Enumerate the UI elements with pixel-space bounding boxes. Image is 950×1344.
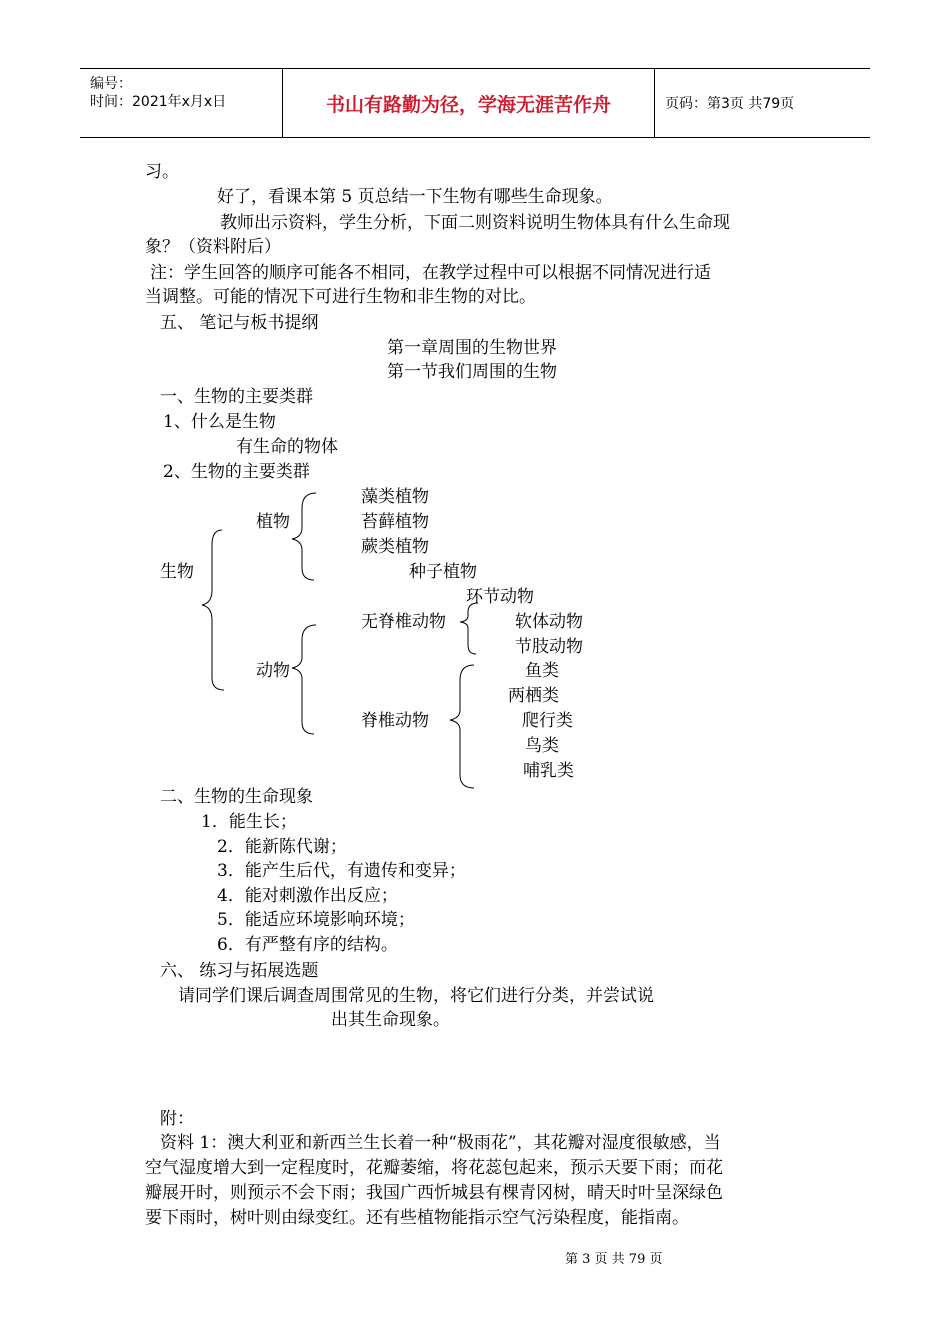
header-motto: 书山有路勤为径，学海无涯苦作舟 <box>283 69 655 137</box>
tree-vertebrates: 脊椎动物 <box>361 711 429 731</box>
outline-item: 有生命的物体 <box>236 437 338 457</box>
appendix-line: 资料 1：澳大利亚和新西兰生长着一种“极雨花”，其花瓣对湿度很敏感，当 <box>160 1133 721 1153</box>
header-page-label: 页码：第3页 共79页 <box>665 96 795 112</box>
list-item: 6．有严整有序的结构。 <box>217 935 398 955</box>
note-line: 当调整。可能的情况下可进行生物和非生物的对比。 <box>145 287 536 307</box>
tree-leaf: 苔藓植物 <box>361 512 429 532</box>
time-label: 时间：2021年x月x日 <box>90 94 227 110</box>
chapter-title: 第一章周围的生物世界 <box>387 338 557 358</box>
section-heading: 五、 笔记与板书提纲 <box>160 313 319 333</box>
section-title: 第一节我们周围的生物 <box>387 362 557 382</box>
tree-animals: 动物 <box>256 661 290 681</box>
tree-invertebrates: 无脊椎动物 <box>361 612 446 632</box>
tree-leaf: 种子植物 <box>409 562 477 582</box>
tree-leaf: 节肢动物 <box>515 637 583 657</box>
appendix-line: 瓣展开时，则预示不会下雨；我国广西忻城县有棵青冈树，晴天时叶呈深绿色 <box>145 1183 723 1203</box>
outline-heading: 二、生物的生命现象 <box>160 787 313 807</box>
text-line: 好了，看课本第 5 页总结一下生物有哪些生命现象。 <box>217 187 613 207</box>
tree-plants: 植物 <box>256 512 290 532</box>
text-line: 教师出示资料，学生分析，下面二则资料说明生物体具有什么生命现 <box>220 213 730 233</box>
animal-brace <box>292 625 316 734</box>
section-heading: 六、 练习与拓展选题 <box>160 961 319 981</box>
tree-root: 生物 <box>160 562 194 582</box>
list-item: 1．能生长； <box>201 812 297 832</box>
outline-heading: 一、生物的主要类群 <box>160 387 313 407</box>
tree-leaf: 鸟类 <box>525 736 559 756</box>
plant-brace <box>292 493 316 580</box>
tree-leaf: 哺乳类 <box>523 761 574 781</box>
tree-leaf: 蕨类植物 <box>361 537 429 557</box>
text-line: 象？（资料附后） <box>145 237 281 257</box>
root-brace <box>202 530 224 690</box>
appendix-line: 要下雨时，树叶则由绿变红。还有些植物能指示空气污染程度，能指南。 <box>145 1208 689 1228</box>
appendix-line: 空气湿度增大到一定程度时，花瓣萎缩，将花蕊包起来，预示天要下雨；而花 <box>145 1158 723 1178</box>
tree-leaf: 两栖类 <box>508 686 559 706</box>
list-item: 2．能新陈代谢； <box>217 837 347 857</box>
text-line: 请同学们课后调查周围常见的生物，将它们进行分类，并尝试说 <box>178 986 654 1006</box>
vert-brace <box>450 665 474 788</box>
text-line: 习。 <box>145 162 179 182</box>
list-item: 4．能对刺激作出反应； <box>217 886 398 906</box>
page-footer: 第 3 页 共 79 页 <box>565 1252 663 1267</box>
tree-leaf: 鱼类 <box>525 661 559 681</box>
tree-leaf: 藻类植物 <box>361 487 429 507</box>
note-line: 注：学生回答的顺序可能各不相同，在教学过程中可以根据不同情况进行适 <box>150 263 711 283</box>
appendix-label: 附： <box>160 1109 194 1129</box>
outline-item: 2、生物的主要类群 <box>163 462 310 482</box>
tree-leaf: 软体动物 <box>515 612 583 632</box>
tree-leaf: 爬行类 <box>522 711 573 731</box>
list-item: 3．能产生后代，有遗传和变异； <box>217 861 466 881</box>
outline-item: 1、什么是生物 <box>163 412 276 432</box>
invert-brace <box>460 603 478 654</box>
number-label: 编号： <box>90 76 132 92</box>
list-item: 5．能适应环境影响环境； <box>217 910 415 930</box>
text-line: 出其生命现象。 <box>331 1010 450 1030</box>
tree-leaf: 环节动物 <box>466 587 534 607</box>
